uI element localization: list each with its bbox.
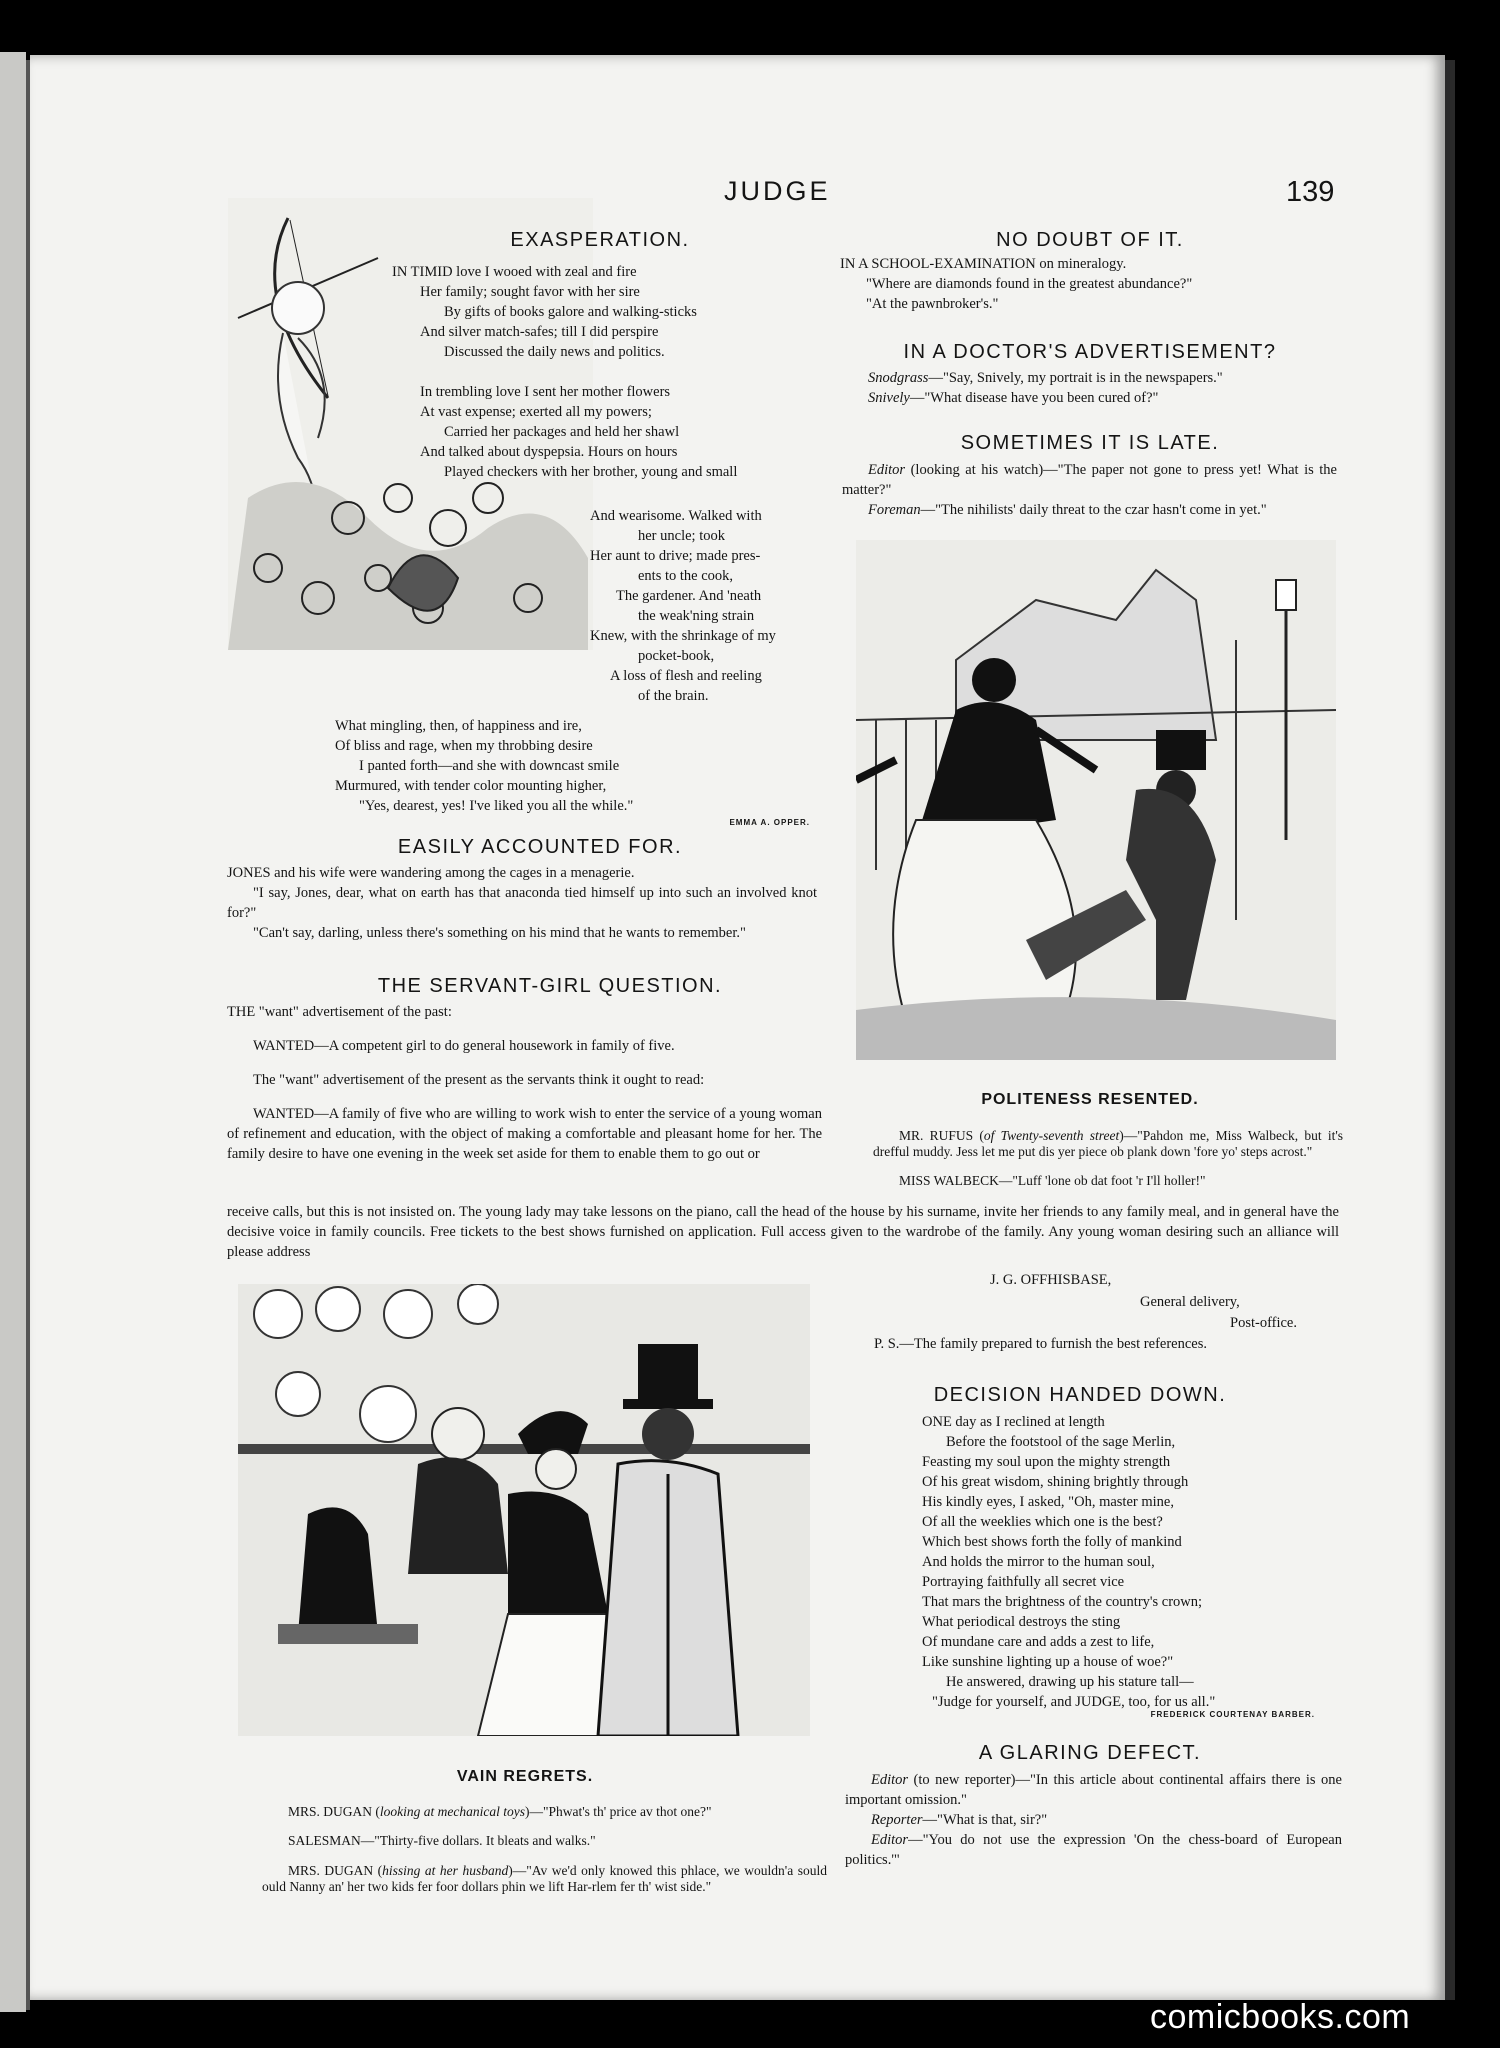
caption-text: SALESMAN—"Thirty-five dollars. It bleats and walks." [288,1833,596,1848]
poem-line: At vast expense; exerted all my powers; [420,404,652,420]
speaker: Editor [871,1832,909,1848]
caption-text: )—"Pahdon me, Miss Walbeck, but it's drefful muddy. Jess let me put dis yer piece ob plank down 'fore yo' steps acrost." [873,1127,1344,1159]
poem-line: Of all the weeklies which one is the best? [922,1514,1163,1530]
dialogue: (to new reporter)—"In this article about continental affairs there is one important omission." [845,1772,1342,1808]
caption-text: )—"Phwat's th' price av thot one?" [524,1803,712,1819]
poem-line: And holds the mirror to the human soul, [922,1554,1155,1570]
late-body [842,460,1337,520]
decision-title: DECISION HANDED DOWN. [933,1384,1227,1406]
nodoubt-title: NO DOUBT OF IT. [996,229,1184,251]
poem-line: What mingling, then, of happiness and ire, [335,718,582,734]
caption-text: MRS. DUGAN ( [288,1862,383,1878]
exasperation-author: EMMA A. OPPER. [729,818,810,827]
politeness-title: POLITENESS RESENTED. [981,1091,1199,1108]
servant-continuation: receive calls, but this is not insisted on. The young lady may take lessons on the piano, call the head of the house by his surname, invite her friends to any family meal, and in general have the decisive voice in family councils. Free tickets to the best shows furnished on application. Full access given to the wardrobe of the family. Any young woman desiring such an alliance will please address [227,1204,1339,1260]
speaker: Foreman [868,502,921,518]
paragraph: IN A SCHOOL-EXAMINATION on mineralogy. [840,256,1127,272]
paragraph: JONES and his wife were wandering among the cages in a menagerie. [227,865,635,881]
paragraph: "Where are diamonds found in the greatest abundance?" [866,276,1193,292]
poem-line: Of bliss and rage, when my throbbing desire [335,738,593,754]
decision-poem [922,1412,1342,1712]
speaker: Snively [868,390,910,406]
poem-line: Played checkers with her brother, young and small [444,464,738,480]
exasperation-stanza-4 [335,716,815,816]
servant-title: THE SERVANT-GIRL QUESTION. [377,975,723,997]
poem-line: of the brain. [638,688,709,704]
late-title: SOMETIMES IT IS LATE. [960,432,1220,454]
servant-signature-line2: General delivery, [1140,1294,1240,1310]
vain-title: VAIN REGRETS. [456,1768,594,1785]
caption-text: looking at mechanical toys [379,1803,525,1819]
exasperation-stanza-2 [420,382,820,482]
paragraph: The "want" advertisement of the present as the servants think it ought to read: [253,1072,705,1088]
servant-body [227,1002,822,1164]
easily-body [227,863,817,943]
poem-line: A loss of flesh and reeling [610,668,762,684]
paragraph: WANTED—A competent girl to do general housework in family of five. [253,1038,675,1054]
poem-line: Her aunt to drive; made pres- [590,548,761,564]
servant-signature-line3: Post-office. [1230,1315,1297,1331]
glaring-body [845,1770,1342,1870]
poem-line: In trembling love I sent her mother flowers [420,384,671,400]
site-watermark: comicbooks.com [1150,1998,1411,2036]
glaring-title: A GLARING DEFECT. [978,1742,1202,1764]
exasperation-title: EXASPERATION. [510,229,690,251]
poem-line: Murmured, with tender color mounting higher, [335,778,607,794]
dialogue: (looking at his watch)—"The paper not gone to press yet! What is the matter?" [842,462,1337,498]
poem-line: pocket-book, [638,648,715,664]
poem-line: Of mundane care and adds a zest to life, [922,1634,1155,1650]
politeness-illustration [856,540,1336,1060]
paragraph: WANTED—A family of five who are willing to work wish to enter the service of a young woman of refinement and education, with the object of making a comfortable and pleasant home for her. The family desire to have one evening in the week set aside for them to enable them to go out or [227,1106,822,1162]
politeness-caption [873,1114,1343,1203]
poem-line: Portraying faithfully all secret vice [922,1574,1125,1590]
poem-line: And silver match-safes; till I did perspire [420,324,659,340]
paragraph: THE "want" advertisement of the past: [227,1004,452,1020]
poem-line: Discussed the daily news and politics. [444,344,665,360]
poem-line: Of his great wisdom, shining brightly through [922,1474,1189,1490]
caption-text: )—"Av we'd only knowed this phlace, we wouldn'a sould ould Nanny an' her two kids fer foor dollars phin we lift Har-rlem fer th' wist side." [262,1862,827,1894]
exasperation-stanza-1 [392,262,802,362]
masthead-title: JUDGE [724,176,831,206]
speaker: Editor [868,462,906,478]
poem-line: Carried her packages and held her shawl [444,424,680,440]
poem-line: Which best shows forth the folly of mankind [922,1534,1182,1550]
easily-title: EASILY ACCOUNTED FOR. [397,836,683,858]
vain-caption [262,1790,827,1908]
poem-line: That mars the brightness of the country's crown; [922,1594,1203,1610]
dialogue: —"What disease have you been cured of?" [909,390,1159,406]
poem-line: And wearisome. Walked with [590,508,762,524]
poem-line: I panted forth—and she with downcast smile [359,758,620,774]
poem-line: What periodical destroys the sting [922,1614,1121,1630]
doctor-title: IN A DOCTOR'S ADVERTISEMENT? [903,341,1277,363]
speaker: Snodgrass [868,370,929,386]
poem-line: "Judge for yourself, and JUDGE, too, for us all." [932,1694,1216,1710]
poem-line: Before the footstool of the sage Merlin, [946,1434,1176,1450]
speaker: Editor [871,1772,909,1788]
nodoubt-body [840,254,1340,314]
exasperation-stanza-3 [590,506,818,706]
paragraph: "Can't say, darling, unless there's something on his mind that he wants to remember." [253,925,746,941]
poem-line: The gardener. And 'neath [616,588,762,604]
dialogue: —"The nihilists' daily threat to the czar hasn't come in yet." [920,502,1267,518]
poem-line: He answered, drawing up his stature tall— [946,1674,1194,1690]
poem-line: Knew, with the shrinkage of my [590,628,776,644]
caption-text: of Twenty-seventh street [983,1127,1120,1143]
paragraph: "At the pawnbroker's." [866,296,999,312]
caption-text: MISS WALBECK—"Luff 'lone ob dat foot 'r I'll holler!" [899,1173,1206,1188]
poem-line: His kindly eyes, I asked, "Oh, master mine, [922,1494,1174,1510]
poem-line: Like sunshine lighting up a house of woe?" [922,1654,1174,1670]
caption-text: hissing at her husband [382,1862,509,1878]
servant-postscript: P. S.—The family prepared to furnish the best references. [874,1336,1207,1352]
right-binding [1445,60,1455,2000]
poem-line: Feasting my soul upon the mighty strength [922,1454,1171,1470]
page-number: 139 [1286,176,1335,208]
dialogue: —"What is that, sir?" [922,1812,1048,1828]
paragraph: "I say, Jones, dear, what on earth has that anaconda tied himself up into such an involved knot for?" [227,885,817,921]
poem-line: her uncle; took [638,528,725,544]
poem-line: IN TIMID love I wooed with zeal and fire [392,264,637,280]
servant-signature-name: J. G. OFFHISBASE, [990,1272,1112,1288]
caption-text: MR. RUFUS ( [899,1127,984,1143]
poem-line: Her family; sought favor with her sire [420,284,640,300]
speaker: Reporter [871,1812,923,1828]
left-binding [0,52,26,2012]
poem-line: By gifts of books galore and walking-sticks [444,304,697,320]
decision-author: FREDERICK COURTENAY BARBER. [1150,1710,1315,1719]
caption-text: MRS. DUGAN ( [288,1803,380,1819]
poem-line: ents to the cook, [638,568,734,584]
poem-line: And talked about dyspepsia. Hours on hours [420,444,678,460]
poem-line: "Yes, dearest, yes! I've liked you all the while." [359,798,634,814]
vain-regrets-illustration [238,1284,810,1736]
poem-line: the weak'ning strain [638,608,755,624]
doctor-body [842,368,1342,408]
dialogue: —"You do not use the expression 'On the chess-board of European politics.'" [845,1832,1342,1868]
poem-line: ONE day as I reclined at length [922,1414,1105,1430]
dialogue: —"Say, Snively, my portrait is in the newspapers." [928,370,1223,386]
